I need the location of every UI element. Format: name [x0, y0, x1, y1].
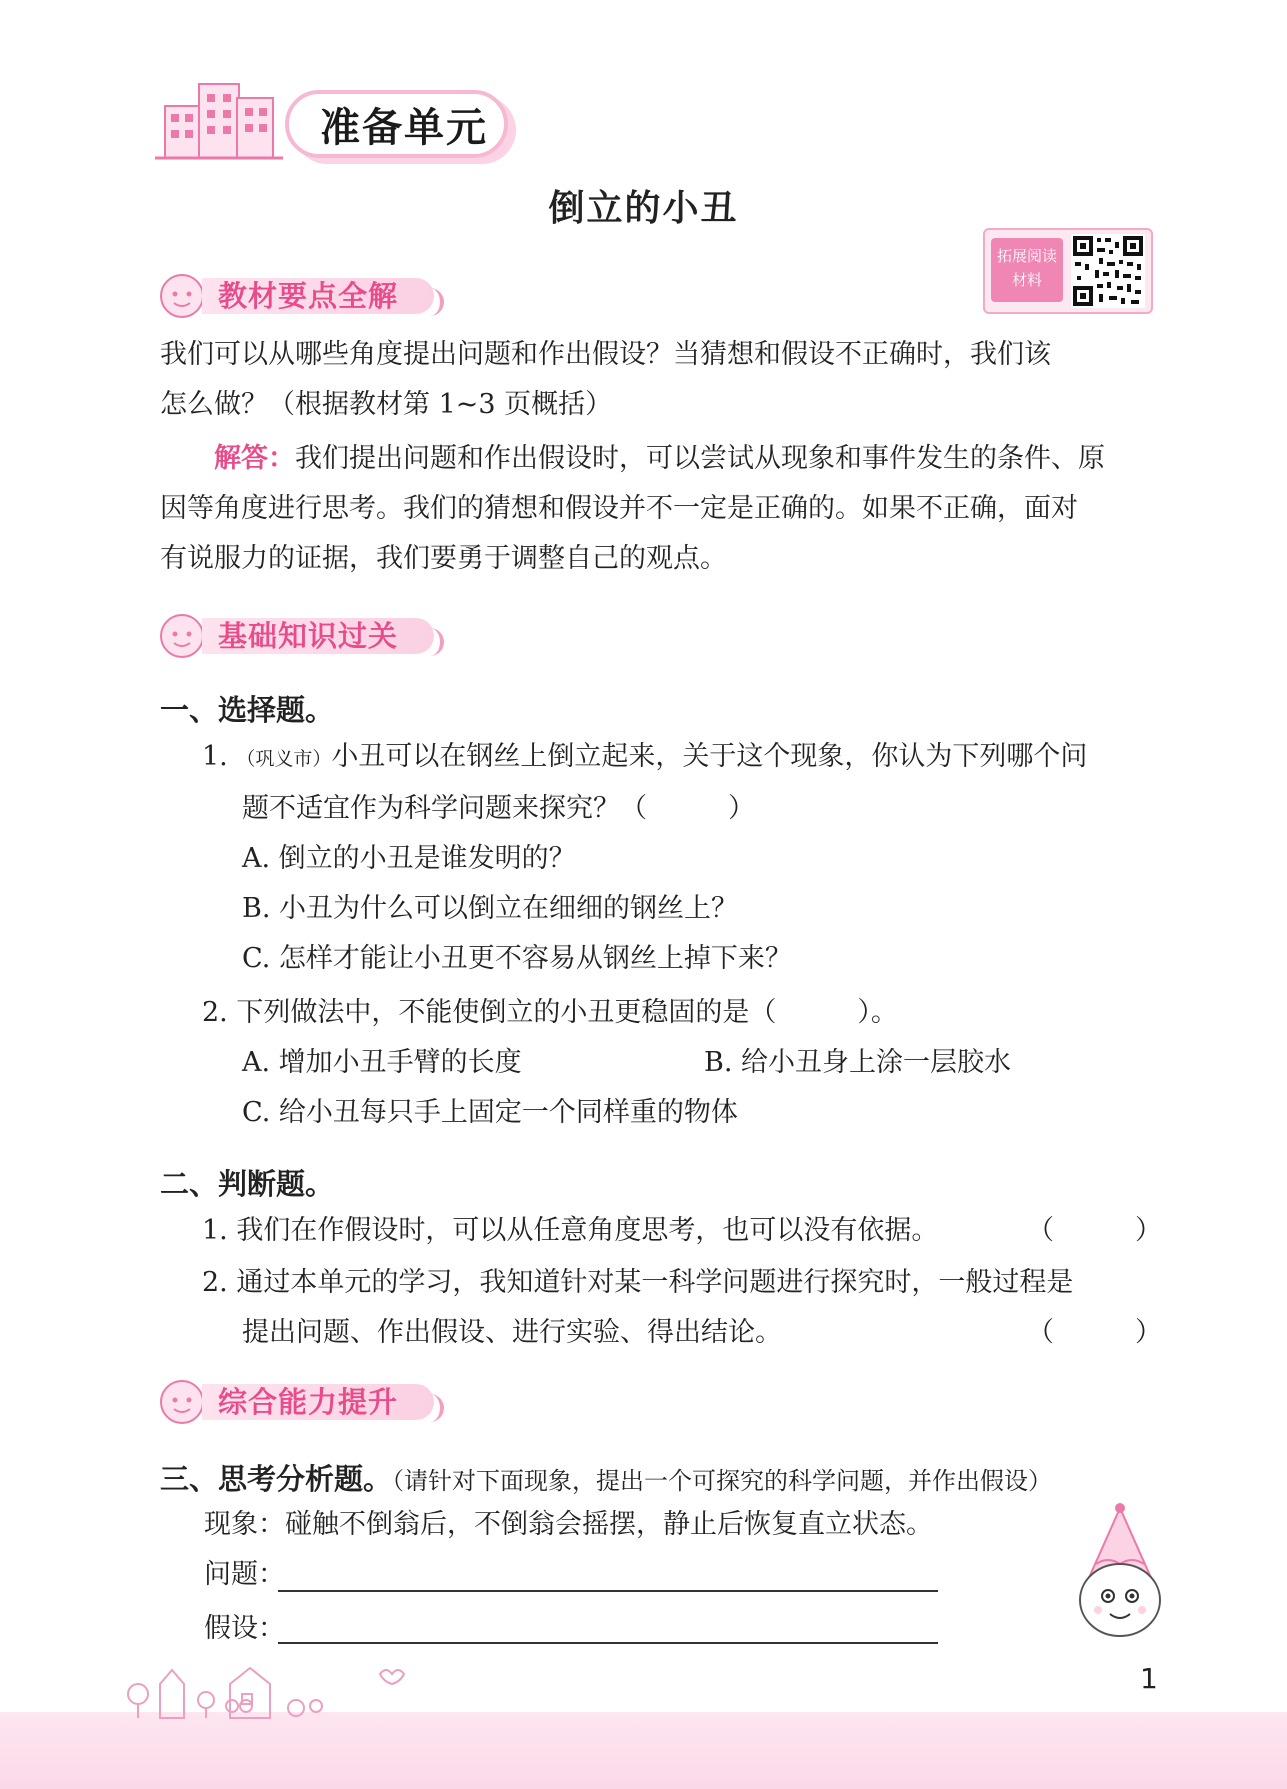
unit-banner [155, 76, 505, 166]
key-point-question: 我们可以从哪些角度提出问题和作出假设？当猜想和假设不正确时，我们该 怎么做？（根据教材第 1~3 页概括） [160, 339, 1051, 420]
part3-heading: 三、思考分析题。（请针对下面现象，提出一个可探究的科学问题，并作出假设） [160, 1462, 1053, 1496]
hypothesis-answer-line[interactable] [278, 1642, 938, 1644]
cartoon-face-icon [158, 272, 206, 320]
answer-label: 解答： [214, 443, 295, 474]
part1-heading: 一、选择题。 [160, 693, 335, 727]
question-2: 2. 下列做法中，不能使倒立的小丑更稳固的是（ ）。 A. 增加小丑手臂的长度 B. 给小丑身上涂一层胶水 C. 给小丑每只手上固定一个同样重的物体 [202, 988, 1011, 1138]
judge-question-2: 2. 通过本单元的学习，我知道针对某一科学问题进行探究时，一般过程是 提出问题、作出假设、进行实验、得出结论。 （ ） [202, 1258, 1162, 1358]
section-title: 基础知识过关 [202, 618, 434, 654]
qr-extended-reading[interactable] [983, 228, 1153, 314]
part2-heading: 二、判断题。 [160, 1167, 335, 1201]
tumbler-doll-illustration-icon [1060, 1500, 1180, 1650]
hypothesis-label: 假设： [204, 1613, 285, 1644]
answer-paren[interactable]: （ ） [1027, 1215, 1162, 1246]
option-b: B. 给小丑身上涂一层胶水 [704, 1047, 1012, 1078]
question-1: 1. （巩义市）小丑可以在钢丝上倒立起来，关于这个现象，你认为下列哪个问 题不适宜作为科学问题来探究？（ ） A. 倒立的小丑是谁发明的？ B. 小丑为什么可以倒立在细细的钢丝上？ C. 怎样才能让小丑更不容易从钢丝上掉下来？ [202, 732, 1087, 984]
bottom-decoration-band [0, 1712, 1287, 1789]
qr-code-icon [1071, 234, 1145, 308]
judge-question-1: 1. 我们在作假设时，可以从任意角度思考，也可以没有依据。 （ ） [202, 1206, 1162, 1256]
question-label: 问题： [204, 1559, 285, 1590]
phenomenon: 现象：碰触不倒翁后，不倒翁会摇摆，静止后恢复直立状态。 [204, 1509, 933, 1540]
option-b: B. 小丑为什么可以倒立在细细的钢丝上？ [242, 893, 739, 924]
option-a: A. 倒立的小丑是谁发明的？ [242, 843, 576, 874]
unit-title: 准备单元 [320, 105, 488, 151]
cartoon-face-icon [158, 1378, 206, 1426]
question-answer-line[interactable] [278, 1590, 938, 1592]
option-c: C. 怎样才能让小丑更不容易从钢丝上掉下来？ [242, 943, 792, 974]
section-title: 教材要点全解 [202, 278, 434, 314]
key-point-answer: 解答：我们提出问题和作出假设时，可以尝试从现象和事件发生的条件、原 因等角度进行思考。我们的猜想和假设并不一定是正确的。如果不正确，面对 有说服力的证据，我们要勇于调整自己的观点。 [160, 443, 1105, 574]
town-illustration-icon [120, 1648, 420, 1720]
lesson-title: 倒立的小丑 [548, 188, 739, 229]
option-c: C. 给小丑每只手上固定一个同样重的物体 [242, 1097, 738, 1128]
building-illustration-icon [155, 76, 285, 166]
section-title: 综合能力提升 [202, 1384, 434, 1420]
option-a: A. 增加小丑手臂的长度 [242, 1047, 522, 1078]
page-number: 1 [1140, 1662, 1158, 1695]
qr-label: 拓展阅读 材料 [991, 238, 1063, 302]
answer-paren[interactable]: （ ） [1027, 1317, 1162, 1348]
cartoon-face-icon [158, 612, 206, 660]
